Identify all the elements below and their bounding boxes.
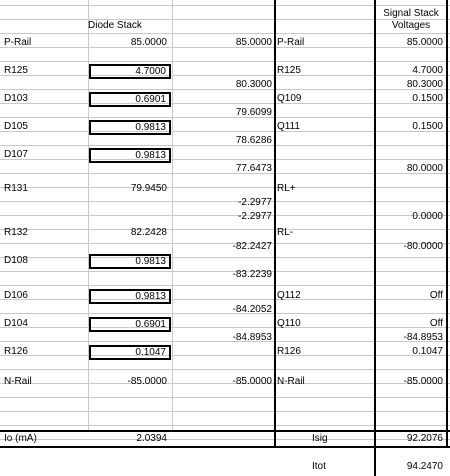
isig-value[interactable]: 92.2076: [406, 433, 443, 444]
totals-separator: [0, 430, 450, 432]
node-voltage[interactable]: 85.0000: [235, 37, 272, 48]
signal-value[interactable]: 85.0000: [406, 37, 443, 48]
diode-value-boxed[interactable]: 0.6901: [89, 317, 171, 332]
gridline-h: [0, 425, 450, 426]
header-voltages[interactable]: Voltages: [391, 20, 431, 31]
signal-label[interactable]: Q112: [277, 290, 301, 301]
gridline-h: [0, 33, 450, 34]
signal-label[interactable]: P-Rail: [277, 37, 305, 48]
row-label[interactable]: N-Rail: [4, 376, 32, 387]
node-voltage[interactable]: 77.6473: [235, 163, 272, 174]
row-label[interactable]: D106: [4, 290, 28, 301]
row-label[interactable]: R125: [4, 65, 28, 76]
diode-value[interactable]: -85.0000: [127, 376, 167, 387]
signal-label[interactable]: Q109: [277, 93, 302, 104]
signal-value[interactable]: 4.7000: [412, 65, 443, 76]
gridline-h: [0, 397, 450, 398]
diode-value-boxed[interactable]: 4.7000: [89, 64, 171, 79]
node-voltage[interactable]: -85.0000: [232, 376, 272, 387]
node-voltage[interactable]: 80.3000: [235, 79, 272, 90]
signal-value[interactable]: -84.8953: [403, 332, 443, 343]
diode-value-boxed[interactable]: 0.9813: [89, 148, 171, 163]
diode-value-boxed[interactable]: 0.9813: [89, 254, 171, 269]
header-diode-stack[interactable]: Diode Stack: [88, 20, 142, 31]
node-voltage[interactable]: -84.2052: [232, 304, 272, 315]
header-signal-stack[interactable]: Signal Stack: [383, 8, 439, 19]
signal-label[interactable]: R126: [277, 346, 301, 357]
signal-label[interactable]: RL-: [277, 227, 294, 238]
node-voltage[interactable]: 78.6286: [235, 135, 272, 146]
node-voltage[interactable]: -83.2239: [232, 269, 272, 280]
diode-value[interactable]: 85.0000: [130, 37, 167, 48]
diode-value-boxed[interactable]: 0.9813: [89, 289, 171, 304]
signal-label[interactable]: Q110: [277, 318, 301, 329]
signal-label[interactable]: RL+: [277, 183, 296, 194]
signal-value[interactable]: 80.0000: [406, 163, 443, 174]
row-label[interactable]: D107: [4, 149, 28, 160]
signal-value[interactable]: 0.0000: [412, 211, 443, 222]
diode-value[interactable]: 82.2428: [130, 227, 167, 238]
signal-value[interactable]: Off: [429, 318, 443, 329]
diode-value-boxed[interactable]: 0.9813: [89, 120, 171, 135]
signal-value[interactable]: Off: [429, 290, 443, 301]
row-label[interactable]: D103: [4, 93, 28, 104]
io-label[interactable]: Io (mA): [4, 433, 37, 444]
node-voltage[interactable]: -2.2977: [238, 211, 272, 222]
signal-label[interactable]: Q111: [277, 121, 300, 132]
gridline-h: [0, 285, 450, 286]
node-voltage[interactable]: 79.6099: [235, 107, 272, 118]
signal-value[interactable]: 0.1500: [412, 93, 443, 104]
gridline-h: [0, 369, 450, 370]
bold-separator: [274, 0, 276, 446]
signal-value[interactable]: -80.0000: [403, 241, 443, 252]
io-value[interactable]: 2.0394: [136, 433, 167, 444]
row-label[interactable]: R126: [4, 346, 28, 357]
row-label[interactable]: R132: [4, 227, 28, 238]
gridline-h: [0, 411, 450, 412]
node-voltage[interactable]: -82.2427: [232, 241, 272, 252]
row-label[interactable]: R131: [4, 183, 28, 194]
signal-value[interactable]: 0.1047: [412, 346, 443, 357]
diode-value[interactable]: 79.9450: [130, 183, 167, 194]
row-label[interactable]: D104: [4, 318, 28, 329]
gridline-h: [0, 5, 450, 6]
isig-label[interactable]: Isig: [312, 433, 328, 444]
row-label[interactable]: P-Rail: [4, 37, 32, 48]
diode-value-boxed[interactable]: 0.6901: [89, 92, 171, 107]
itot-label[interactable]: Itot: [312, 461, 326, 472]
totals-separator: [0, 446, 450, 448]
diode-value-boxed[interactable]: 0.1047: [89, 345, 171, 360]
row-label[interactable]: D105: [4, 121, 28, 132]
signal-value[interactable]: 80.3000: [406, 79, 443, 90]
itot-value[interactable]: 94.2470: [406, 461, 443, 472]
bold-separator: [446, 0, 448, 446]
node-voltage[interactable]: -84.8953: [232, 332, 272, 343]
node-voltage[interactable]: -2.2977: [238, 197, 272, 208]
signal-value[interactable]: -85.0000: [403, 376, 443, 387]
row-label[interactable]: D108: [4, 255, 28, 266]
signal-label[interactable]: R125: [277, 65, 301, 76]
signal-label[interactable]: N-Rail: [277, 376, 305, 387]
gridline-h: [0, 61, 450, 62]
signal-value[interactable]: 0.1500: [412, 121, 443, 132]
